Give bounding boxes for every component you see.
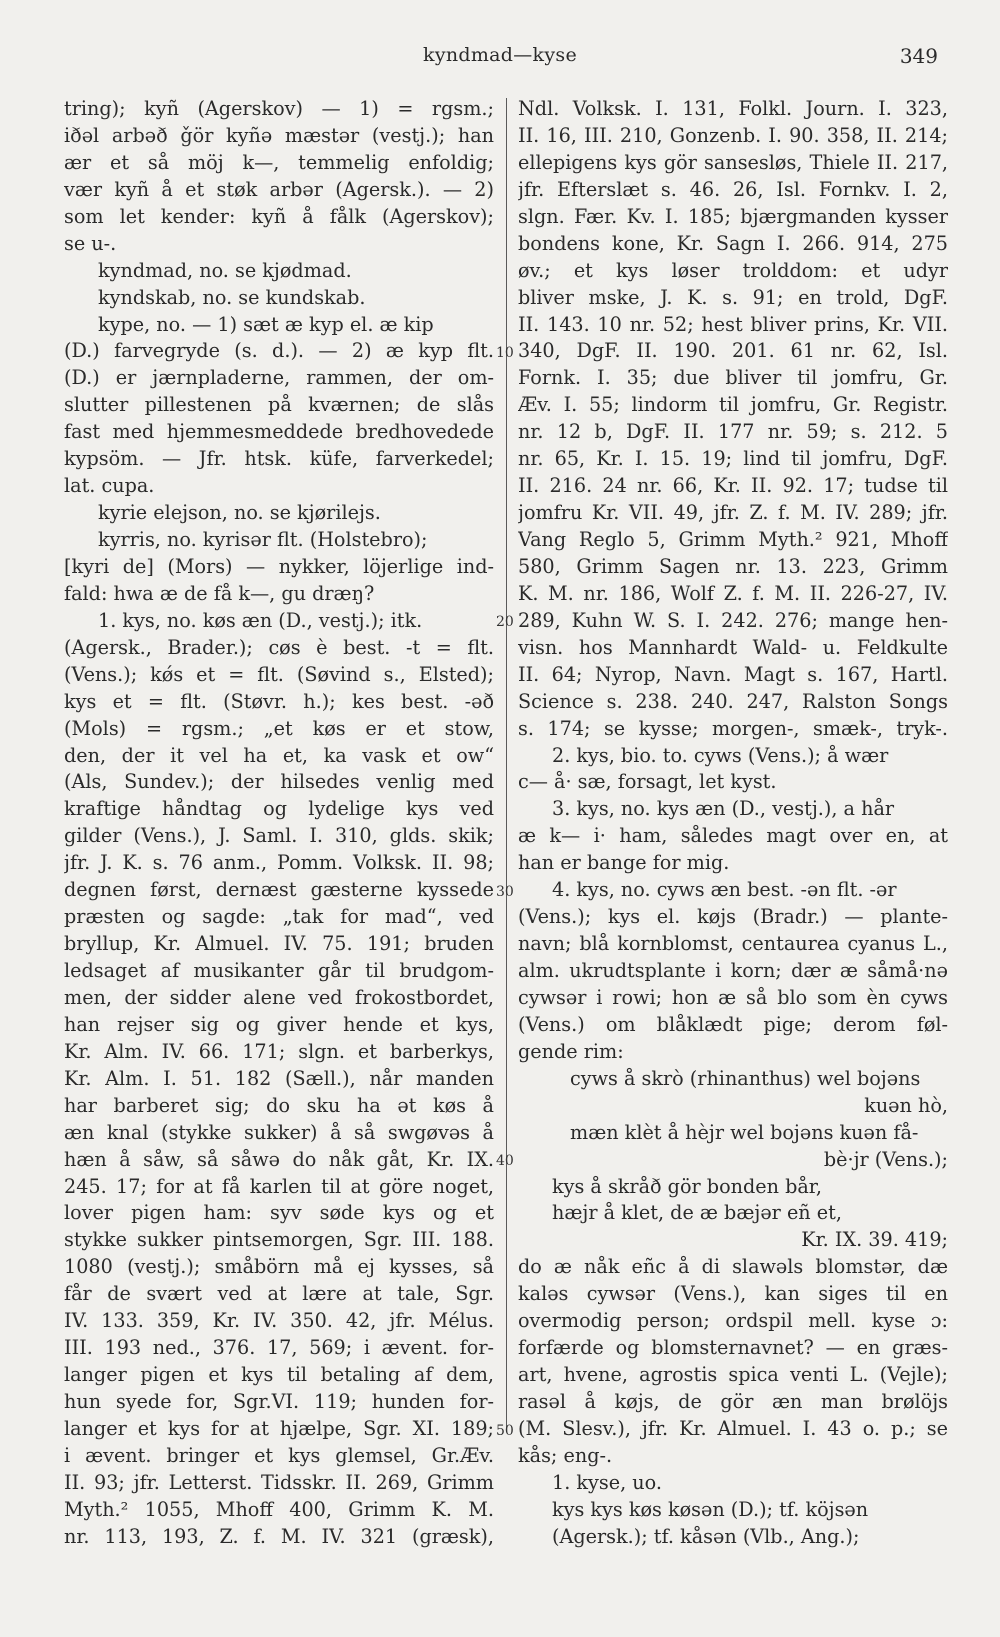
text-line: den, der it vel ha et, ka vask et ow“	[64, 743, 494, 767]
text-line: cyws å skrò (rhinanthus) wel bojəns	[570, 1066, 921, 1090]
text-line: gende rim:	[518, 1039, 624, 1063]
text-line: II. 216. 24 nr. 66, Kr. II. 92. 17; tudse til	[518, 474, 948, 498]
margin-line-number: 40	[496, 1153, 514, 1170]
text-line: s. 174; se kysse; morgen-, smæk-, tryk-.	[518, 716, 948, 740]
text-line: kyndmad, no. se kjødmad.	[98, 258, 352, 282]
text-line: Vang Reglo 5, Grimm Myth.² 921, Mhoff	[518, 528, 948, 551]
text-line: kaləs cywsər (Vens.), kan siges til en	[518, 1282, 948, 1306]
text-line: i ævent. bringer et kys glemsel, Gr.Æv.	[64, 1443, 494, 1467]
text-line: han er bange for mig.	[518, 851, 730, 875]
text-line: jfr. J. K. s. 76 anm., Pomm. Volksk. II. 98;	[64, 851, 494, 875]
page-number: 349	[899, 44, 938, 68]
text-line: rasəl å køjs, de gör æn man brølöjs	[518, 1390, 948, 1413]
text-line: visn. hos Mannhardt Wald- u. Feldkulte	[518, 635, 948, 659]
text-line: bliver mske, J. K. s. 91; en trold, DgF.	[518, 285, 948, 309]
text-line: cywsər i rowi; hon æ så blo som èn cyws	[518, 985, 948, 1009]
text-line: kraftige håndtag og lydelige kys ved	[64, 797, 494, 821]
text-line: Æv. I. 55; lindorm til jomfru, Gr. Registr.	[518, 393, 948, 417]
text-line: fald: hwa æ de få k—, gu dræŋ?	[64, 581, 375, 605]
text-line: (Agersk.); tf. kåsən (Vlb., Ang.);	[552, 1524, 860, 1548]
text-line: præsten og sagde: „tak for mad“, ved	[64, 905, 494, 929]
text-line: gilder (Vens.), J. Saml. I. 310, glds. skik;	[64, 824, 494, 848]
text-line: Kr. Alm. I. 51. 182 (Sæll.), når manden	[64, 1066, 494, 1090]
text-line: 3. kys, no. kys æn (D., vestj.), a hår	[552, 797, 895, 821]
text-line: jfr. Efterslæt s. 46. 26, Isl. Fornkv. I. 2,	[518, 177, 948, 201]
text-line: 2. kys, bio. to. cyws (Vens.); å wær	[552, 743, 889, 767]
text-line: kys kys køs køsən (D.); tf. köjsən	[552, 1497, 869, 1521]
text-line: II. 16, III. 210, Gonzenb. I. 90. 358, II. 214;	[518, 123, 948, 147]
margin-line-number: 50	[496, 1422, 514, 1439]
text-line: Kr. Alm. IV. 66. 171; slgn. et barberkys,	[64, 1039, 494, 1063]
text-line: nr. 65, Kr. I. 15. 19; lind til jomfru, DgF.	[518, 447, 948, 471]
text-line: kås; eng-.	[518, 1443, 613, 1467]
text-line: hæn å såw, så såwə do nåk gåt, Kr. IX.	[64, 1147, 494, 1171]
right-column	[518, 96, 948, 1551]
text-line: iðəl arbəð ǧör kyñə mæstər (vestj.); han	[64, 123, 494, 147]
text-line: ellepigens kys gör sansesløs, Thiele II. 217,	[518, 150, 948, 174]
text-line: alm. ukrudtsplante i korn; dær æ såmå·nə	[518, 959, 948, 982]
text-line: 1. kyse, uo.	[552, 1470, 662, 1494]
text-line: K. M. nr. 186, Wolf Z. f. M. II. 226-27, IV.	[518, 581, 948, 605]
text-line: 340, DgF. II. 190. 201. 61 nr. 62, Isl.	[518, 339, 948, 363]
text-line: degnen først, dernæst gæsterne kyssede	[64, 878, 494, 902]
text-line: se u-.	[64, 231, 117, 255]
text-line: kuən hò,	[864, 1093, 948, 1117]
text-line: får de svært ved at lære at tale, Sgr.	[64, 1282, 494, 1306]
text-line: jomfru Kr. VII. 49, jfr. Z. f. M. IV. 289; jfr.	[518, 501, 948, 525]
text-line: II. 93; jfr. Letterst. Tidsskr. II. 269, Grimm	[64, 1470, 494, 1494]
text-line: bè·jr (Vens.);	[823, 1147, 948, 1171]
running-header	[0, 44, 1000, 78]
text-line: navn; blå kornblomst, centaurea cyanus L.,	[518, 932, 948, 956]
text-line: hæjr å klet, de æ bæjər eñ et,	[552, 1201, 842, 1225]
text-line: tring); kyñ (Agerskov) — 1) = rgsm.;	[64, 97, 494, 120]
margin-line-number: 10	[496, 344, 514, 361]
text-line: III. 193 ned., 376. 17, 569; i ævent. for-	[64, 1336, 494, 1360]
text-line: slgn. Fær. Kv. I. 185; bjærgmanden kysser	[518, 204, 948, 228]
text-line: do æ nåk eñc å di slawəls blomstər, dæ	[518, 1255, 948, 1279]
text-line: 1. kys, no. køs æn (D., vestj.); itk.	[98, 608, 423, 632]
column-divider	[506, 98, 507, 1428]
text-line: 245. 17; for at få karlen til at göre noget,	[64, 1174, 494, 1198]
text-line: 580, Grimm Sagen nr. 13. 223, Grimm	[518, 554, 948, 578]
text-line: mæn klèt å hèjr wel bojəns kuən få-	[570, 1120, 919, 1144]
text-line: lat. cupa.	[64, 474, 155, 498]
text-line: ledsaget af musikanter går til brudgom-	[64, 959, 494, 982]
text-line: (D.) er jærnpladerne, rammen, der om-	[64, 366, 494, 390]
text-line: Myth.² 1055, Mhoff 400, Grimm K. M.	[64, 1497, 494, 1521]
text-line: (Als, Sundev.); der hilsedes venlig med	[64, 770, 494, 794]
text-line: han rejser sig og giver hende et kys,	[64, 1012, 494, 1036]
text-line: æn knal (stykke sukker) å så swgøvəs å	[64, 1120, 494, 1144]
text-line: (D.) farvegryde (s. d.). — 2) æ kyp flt.	[64, 339, 494, 363]
text-line: II. 64; Nyrop, Navn. Magt s. 167, Hartl.	[518, 662, 948, 686]
text-line: (M. Slesv.), jfr. Kr. Almuel. I. 43 o. p.; se	[518, 1416, 948, 1440]
text-line: lover pigen ham: syv søde kys og et	[64, 1201, 494, 1225]
text-line: (Vens.); kys el. køjs (Bradr.) — plante-	[518, 905, 948, 929]
text-line: øv.; et kys løser trolddom: et udyr	[518, 258, 948, 282]
text-line: bryllup, Kr. Almuel. IV. 75. 191; bruden	[64, 932, 494, 956]
text-line: (Agersk., Brader.); cøs è best. -t = flt.	[64, 635, 494, 659]
text-line: Ndl. Volksk. I. 131, Folkl. Journ. I. 323,	[518, 97, 948, 120]
text-line: bondens kone, Kr. Sagn I. 266. 914, 275	[518, 231, 948, 255]
text-line: Fornk. I. 35; due bliver til jomfru, Gr.	[518, 366, 948, 390]
text-line: kyrris, no. kyrisər flt. (Holstebro);	[98, 528, 428, 551]
text-line: fast med hjemmesmeddede bredhovedede	[64, 420, 494, 444]
text-line: overmodig person; ordspil mell. kyse ɔ:	[518, 1309, 948, 1333]
text-line: ær et så möj k—, temmelig enfoldig;	[64, 150, 494, 174]
text-line: art, hvene, agrostis spica venti L. (Vejle);	[518, 1363, 948, 1387]
text-line: kyrie elejson, no. se kjørilejs.	[98, 501, 381, 525]
text-line: slutter pillestenen på kværnen; de slås	[64, 393, 494, 417]
text-line: vær kyñ å et støk arbər (Agersk.). — 2)	[64, 177, 494, 201]
text-line: 4. kys, no. cyws æn best. -ən flt. -ər	[552, 878, 897, 902]
text-line: (Vens.) om blåklædt pige; derom føl-	[518, 1012, 948, 1036]
margin-line-number: 30	[496, 883, 514, 900]
text-line: hun syede for, Sgr.VI. 119; hunden for-	[64, 1390, 494, 1413]
margin-line-number: 20	[496, 614, 514, 631]
text-line: nr. 113, 193, Z. f. M. IV. 321 (græsk),	[64, 1524, 494, 1548]
text-line: II. 143. 10 nr. 52; hest bliver prins, Kr. VII.	[518, 312, 948, 336]
text-line: nr. 12 b, DgF. II. 177 nr. 59; s. 212. 5	[518, 420, 948, 444]
text-line: forfærde og blomsternavnet? — en græs-	[518, 1336, 948, 1360]
text-line: men, der sidder alene ved frokostbordet,	[64, 985, 494, 1009]
text-line: kys å skråð gör bonden bår,	[552, 1174, 822, 1198]
text-line: kys et = flt. (Støvr. h.); kes best. -əð	[64, 689, 494, 713]
text-line: IV. 133. 359, Kr. IV. 350. 42, jfr. Mélus.	[64, 1309, 494, 1333]
text-line: (Vens.); kǿs et = flt. (Søvind s., Elsted);	[64, 662, 494, 686]
text-line: æ k— i· ham, således magt over en, at	[518, 824, 948, 848]
left-column	[64, 96, 494, 1551]
text-line: stykke sukker pintsemorgen, Sgr. III. 188.	[64, 1228, 494, 1252]
running-title: kyndmad—kyse	[423, 44, 577, 66]
text-line: kyndskab, no. se kundskab.	[98, 285, 366, 309]
text-line: 1080 (vestj.); småbörn må ej kysses, så	[64, 1255, 494, 1279]
text-line: (Mols) = rgsm.; „et køs er et stow,	[64, 716, 494, 740]
text-line: langer pigen et kys til betaling af dem,	[64, 1363, 494, 1387]
text-line: langer et kys for at hjælpe, Sgr. XI. 189;	[64, 1416, 494, 1440]
text-line: kype, no. — 1) sæt æ kyp el. æ kip	[98, 312, 434, 336]
text-line: som let kender: kyñ å fålk (Agerskov);	[64, 204, 494, 228]
text-line: Kr. IX. 39. 419;	[801, 1228, 948, 1252]
text-line: Science s. 238. 240. 247, Ralston Songs	[518, 689, 948, 713]
text-line: c— å· sæ, forsagt, let kyst.	[518, 770, 777, 794]
text-line: har barberet sig; do sku ha ət køs å	[64, 1093, 494, 1117]
text-line: 289, Kuhn W. S. I. 242. 276; mange hen-	[518, 608, 948, 632]
text-line: [kyri de] (Mors) — nykker, löjerlige ind-	[64, 554, 494, 578]
text-line: kypsöm. — Jfr. htsk. küfe, farverkedel;	[64, 447, 494, 471]
